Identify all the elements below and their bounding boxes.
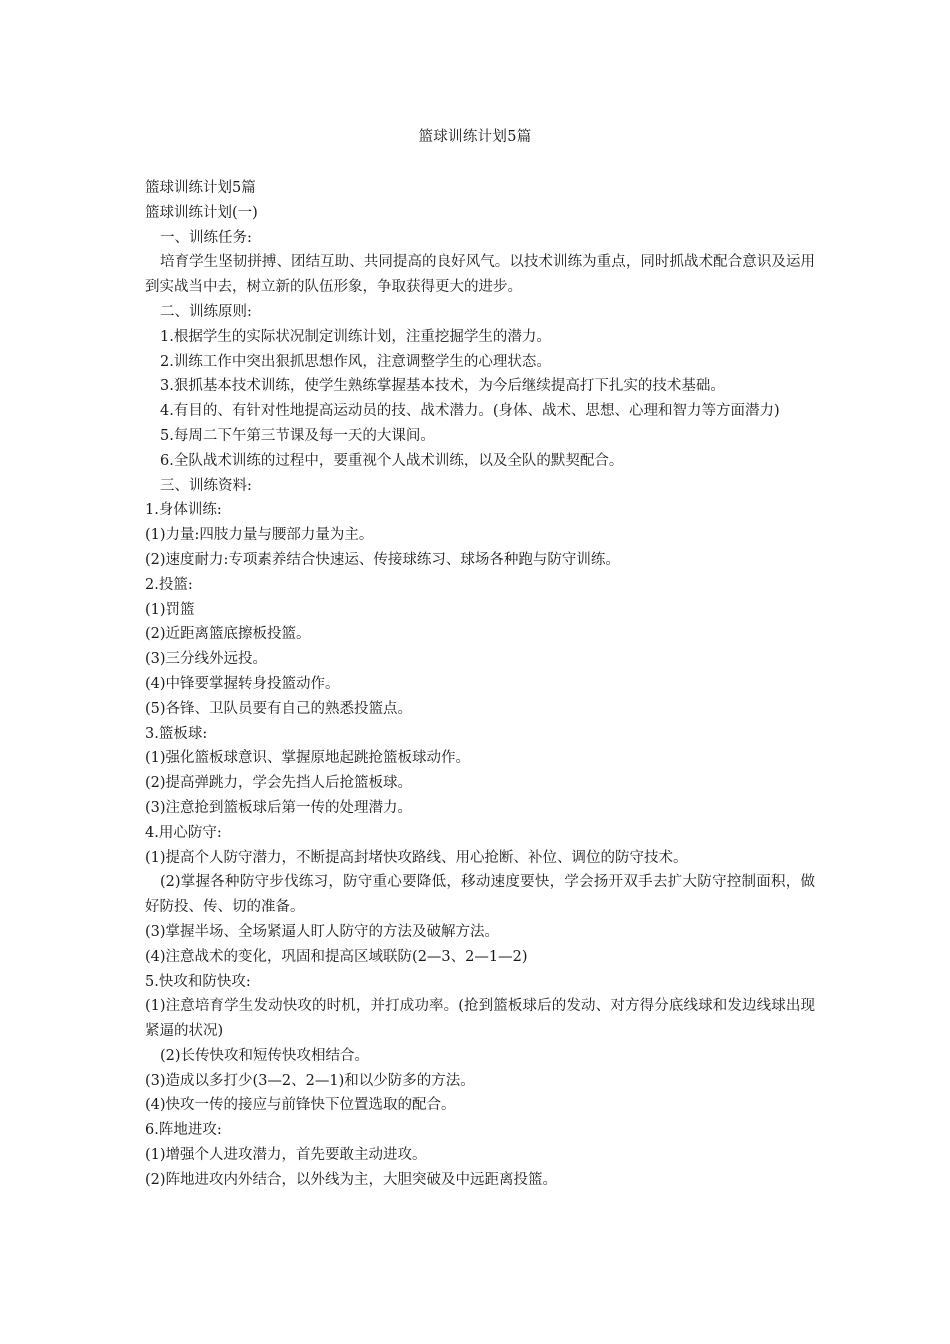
list-item: (4)注意战术的变化，巩固和提高区域联防(2—3、2—1—2) bbox=[145, 948, 528, 965]
list-item: 1.根据学生的实际状况制定训练计划，注重挖掘学生的潜力。 bbox=[160, 328, 551, 345]
document-body bbox=[145, 176, 815, 1193]
paragraph-plan-one-heading: 篮球训练计划(一) bbox=[145, 204, 258, 221]
subsection-heading: 4.用心防守: bbox=[145, 824, 222, 841]
subsection-heading: 5.快攻和防快攻: bbox=[145, 973, 251, 990]
list-item: 3.狠抓基本技术训练，使学生熟练掌握基本技术，为今后继续提高打下扎实的技术基础。 bbox=[160, 378, 725, 395]
section-heading-content: 三、训练资料: bbox=[160, 477, 252, 494]
list-item: (2)掌握各种防守步伐练习，防守重心要降低，移动速度要快，学会扬开双手去扩大防守控制面积，做好防投、传、切的准备。 bbox=[145, 874, 815, 916]
list-item: 5.每周二下午第三节课及每一天的大课间。 bbox=[160, 427, 435, 444]
list-item: (1)力量:四肢力量与腰部力量为主。 bbox=[145, 527, 374, 544]
subsection-heading: 3.篮板球: bbox=[145, 725, 208, 742]
list-item: (2)近距离篮底擦板投篮。 bbox=[145, 626, 311, 643]
list-item: (1)提高个人防守潜力，不断提高封堵快攻路线、用心抢断、补位、调位的防守技术。 bbox=[145, 849, 688, 866]
document-title: 篮球训练计划5篇 bbox=[418, 129, 532, 145]
list-item: (3)造成以多打少(3—2、2—1)和以少防多的方法。 bbox=[145, 1072, 475, 1089]
list-item: (4)快攻一传的接应与前锋快下位置选取的配合。 bbox=[145, 1097, 456, 1114]
list-item: (5)各锋、卫队员要有自己的熟悉投篮点。 bbox=[145, 700, 413, 717]
list-item: (2)速度耐力:专项素养结合快速运、传接球练习、球场各种跑与防守训练。 bbox=[145, 551, 620, 568]
list-item: (3)三分线外远投。 bbox=[145, 651, 268, 668]
list-item: 4.有目的、有针对性地提高运动员的技、战术潜力。(身体、战术、思想、心理和智力等方面潜力) bbox=[160, 403, 780, 420]
section-heading-principle: 二、训练原则: bbox=[160, 303, 252, 320]
list-item: (2)长传快攻和短传快攻相结合。 bbox=[160, 1047, 370, 1064]
list-item: 6.全队战术训练的过程中，要重视个人战术训练，以及全队的默契配合。 bbox=[160, 452, 624, 469]
section-heading-task: 一、训练任务: bbox=[160, 229, 252, 246]
list-item: (2)阵地进攻内外结合，以外线为主，大胆突破及中远距离投篮。 bbox=[145, 1171, 558, 1188]
list-item: 2.训练工作中突出狠抓思想作风，注意调整学生的心理状态。 bbox=[160, 353, 551, 370]
list-item: (1)增强个人进攻潜力，首先要敢主动进攻。 bbox=[145, 1147, 427, 1164]
paragraph-doc-heading: 篮球训练计划5篇 bbox=[145, 180, 256, 196]
list-item: (1)罚篮 bbox=[145, 601, 195, 618]
list-item: (3)注意抢到篮板球后第一传的处理潜力。 bbox=[145, 799, 413, 816]
subsection-heading: 6.阵地进攻: bbox=[145, 1122, 222, 1139]
list-item: (4)中锋要掌握转身投篮动作。 bbox=[145, 675, 340, 692]
list-item: (3)掌握半场、全场紧逼人盯人防守的方法及破解方法。 bbox=[145, 923, 500, 940]
subsection-heading: 1.身体训练: bbox=[145, 502, 222, 519]
subsection-heading: 2.投篮: bbox=[145, 576, 193, 593]
paragraph-task: 培育学生坚韧拼搏、团结互助、共同提高的良好风气。以技术训练为重点，同时抓战术配合意识及运用到实战当中去，树立新的队伍形象，争取获得更大的进步。 bbox=[145, 254, 815, 296]
list-item: (1)注意培育学生发动快攻的时机，并打成功率。(抢到篮板球后的发动、对方得分底线球和发边线球出现紧逼的状况) bbox=[145, 998, 815, 1040]
list-item: (1)强化篮板球意识、掌握原地起跳抢篮板球动作。 bbox=[145, 750, 471, 767]
list-item: (2)提高弹跳力，学会先挡人后抢篮板球。 bbox=[145, 775, 413, 792]
